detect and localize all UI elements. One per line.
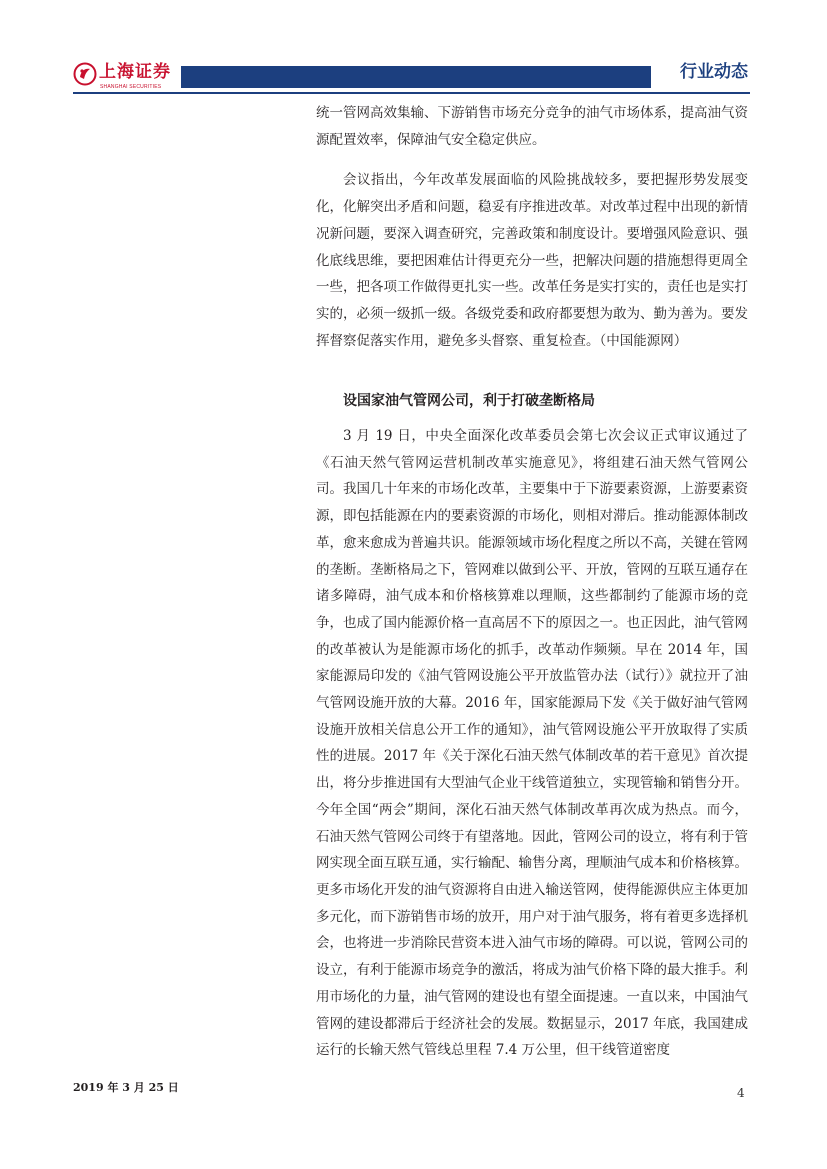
logo-text: 上海证券	[99, 62, 171, 82]
paragraph-continued: 统一管网高效集输、下游销售市场充分竞争的油气市场体系，提高油气资源配置效率，保障油气安全稳定供应。	[316, 105, 748, 148]
shanghai-securities-seal-icon	[73, 62, 97, 86]
section-heading: 设国家油气管网公司，利于打破垄断格局	[343, 393, 595, 410]
article-body	[316, 100, 748, 1064]
section-title: 行业动态	[680, 62, 748, 82]
page-header	[0, 0, 827, 100]
header-color-bar	[181, 66, 651, 88]
page-number: 4	[737, 1086, 745, 1100]
paragraph-pipeline: 3 月 19 日，中央全面深化改革委员会第七次会议正式审议通过了《石油天然气管网运营机制改革实施意见》，将组建石油天然气管网公司。我国几十年来的市场化改革，主要集中于下游要素资源，上游要素资源，即包括能源在内的要素资源的市场化，则相对滞后。推动能源体制改革，愈来愈成为普遍共识。能源领域市场化程度之所以不高，关键在管网的垄断。垄断格局之下，管网难以做到公平、开放，管网的互联互通存在诸多障碍，油气成本和价格核算难以理顺，这些都制约了能源市场的竞争，也成了国内能源价格一直高居不下的原因之一。也正因此，油气管网的改革被认为是能源市场化的抓手，改革动作频频。早在 2014 年，国家能源局印发的《油气管网设施公平开放监管办法（试行）》就拉开了油气管网设施开放的大幕。2016 年，国家能源局下发《关于做好油气管网设施开放相关信息公开工作的通知》，油气管网设施公平开放取得了实质性的进展。2017 年《关于深化石油天然气体制改革的若干意见》首次提出，将分步推进国有大型油气企业干线管道独立，实现管输和销售分开。今年全国“两会”期间，深化石油天然气体制改革再次成为热点。而今，石油天然气管网公司终于有望落地。因此，管网公司的设立，将有利于管网实现全面互联互通，实行输配、输售分离，理顺油气成本和价格核算。更多市场化开发的油气资源将自由进入输送管网，使得能源供应主体更加多元化，而下游销售市场的放开，用户对于油气服务，将有着更多选择机会，也将进一步消除民营资本进入油气市场的障碍。可以说，管网公司的设立，有利于能源市场竞争的激活，将成为油气价格下降的最大推手。利用市场化的力量，油气管网的建设也有望全面提速。一直以来，中国油气管网的建设都滞后于经济社会的发展。数据显示，2017 年底，我国建成运行的长输天然气管线总里程 7.4 万公里，但干线管道密度	[316, 428, 748, 1059]
header-divider	[73, 92, 750, 94]
report-date: 2019 年 3 月 25 日	[73, 1081, 179, 1094]
paragraph-meeting: 会议指出，今年改革发展面临的风险挑战较多，要把握形势发展变化，化解突出矛盾和问题，稳妥有序推进改革。对改革过程中出现的新情况新问题，要深入调查研究，完善政策和制度设计。要增强风险意识、强化底线思维，要把困难估计得更充分一些，把解决问题的措施想得更周全一些，把各项工作做得更扎实一些。改革任务是实打实的，责任也是实打实的，必须一级抓一级。各级党委和政府都要想为敢为、勤为善为。要发挥督察促落实作用，避免多头督察、重复检查。（中国能源网）	[316, 172, 748, 349]
logo-english-text: SHANGHAI SECURITIES	[100, 84, 162, 90]
